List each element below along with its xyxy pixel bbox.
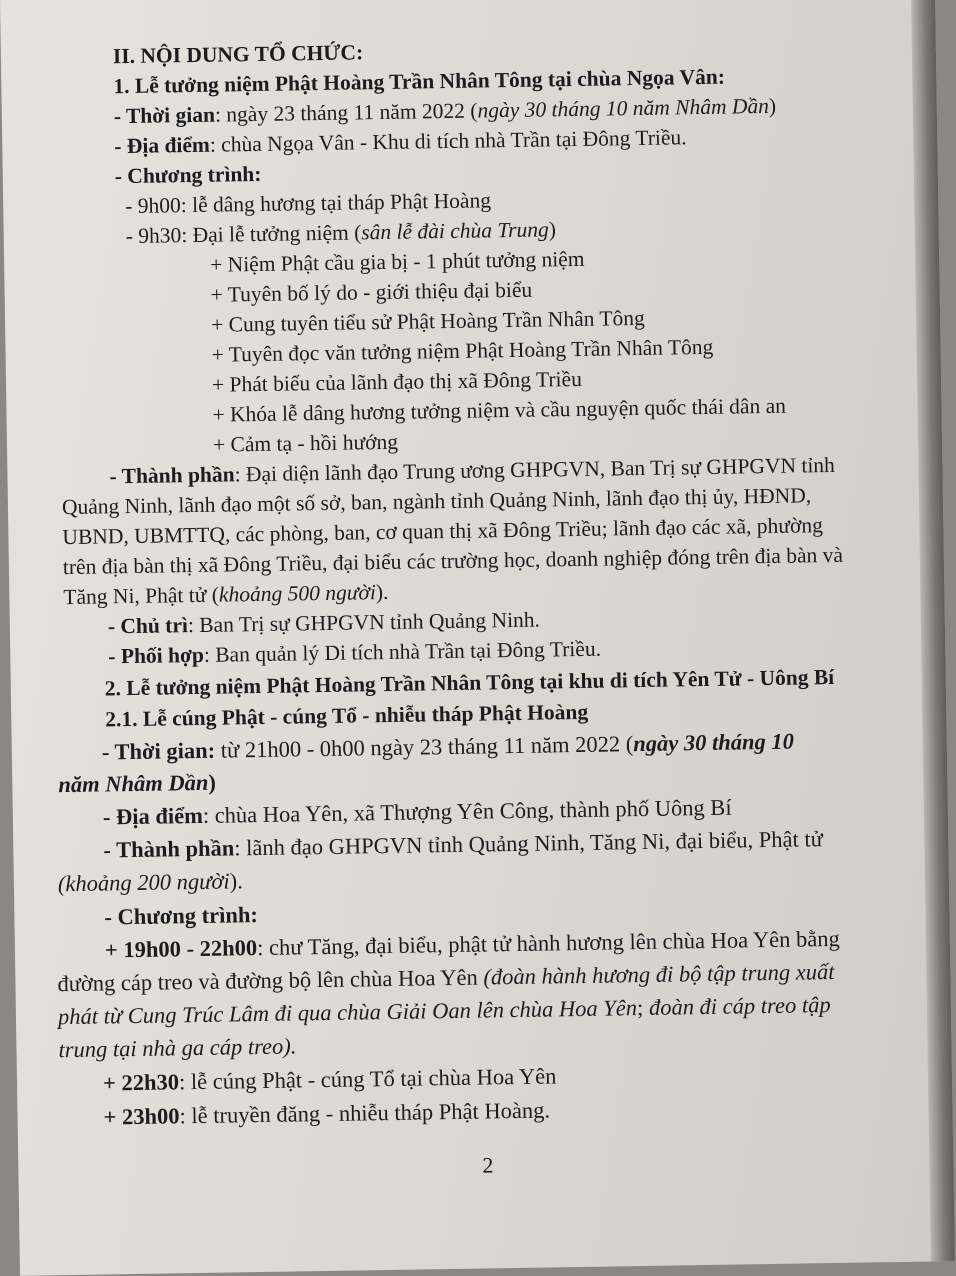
s1-time-lunar: ngày 30 tháng 10 năm Nhâm Dần <box>477 93 770 123</box>
s2-comp-l2-close: ). <box>229 868 243 894</box>
s1-sub-item: + Tuyên đọc văn tưởng niệm Phật Hoàng Trần Nhân Tông <box>211 334 714 367</box>
s1-p2-venue: sân lễ đài chùa Trung <box>361 217 550 245</box>
page-number: 2 <box>482 1152 494 1178</box>
s1-comp-l1: : Đại diện lãnh đạo Trung ương GHPGVN, Ban Trị sự GHPGVN tỉnh <box>234 452 836 487</box>
s2-item-3 <box>103 1099 550 1129</box>
s2-title: 2. Lễ tưởng niệm Phật Hoàng Trần Nhân Tông tại khu di tích Yên Tử - Uông Bí <box>104 664 835 701</box>
s2-time-label: - Thời gian: <box>101 737 216 765</box>
s2-place-text: : chùa Hoa Yên, xã Thượng Yên Công, thành phố Uông Bí <box>202 794 732 828</box>
s2-item-1-line-4: trung tại nhà ga cáp treo). <box>58 1033 297 1063</box>
s2-time-close: ) <box>208 769 217 795</box>
s1-host <box>107 607 541 639</box>
s1-time <box>113 93 777 129</box>
s1-time-label: - Thời gian <box>113 102 216 129</box>
s2-i1-label: + 19h00 - 22h00 <box>104 935 258 963</box>
s2-i1-l2-text: đường cáp treo và đường bộ lên chùa Hoa Yên <box>57 964 484 997</box>
s2-place <box>102 794 732 830</box>
s2-item-1-line-2 <box>57 961 834 996</box>
s2-comp-count: khoảng 200 người <box>65 868 230 897</box>
s1-title: 1. Lễ tưởng niệm Phật Hoàng Trần Nhân Tông tại chùa Ngọa Vân: <box>113 64 726 99</box>
s1-coop-text: : Ban quản lý Di tích nhà Trần tại Đông Triều. <box>203 636 602 667</box>
s2-time-line-2 <box>58 769 217 798</box>
s1-sub-item: + Khóa lễ dâng hương tưởng niệm và cầu nguyện quốc thái dân an <box>212 393 787 427</box>
s2-i1-l3-italic: phát từ Cung Trúc Lâm đi qua chùa Giải Oan lên chùa Hoa Yên <box>57 995 638 1030</box>
s2-i2-text: : lễ cúng Phật - cúng Tổ tại chùa Hoa Yên <box>178 1063 557 1095</box>
s1-place-label: - Địa điểm <box>114 132 211 159</box>
s1-program-item-1: - 9h00: lễ dâng hương tại tháp Phật Hoàng <box>125 188 492 219</box>
s2-time-line-1 <box>101 728 795 765</box>
s2-i1-l3-text: ; <box>636 994 650 1021</box>
s1-p2-text: - 9h30: Đại lễ tưởng niệm ( <box>125 220 362 249</box>
s2-subtitle: 2.1. Lễ cúng Phật - cúng Tổ - nhiễu tháp Phật Hoàng <box>105 699 589 732</box>
s2-i1-text: : chư Tăng, đại biểu, phật tử hành hương lên chùa Hoa Yên bằng <box>256 925 840 961</box>
s1-sub-item: + Cảm tạ - hồi hướng <box>212 429 399 457</box>
s1-program-item-2 <box>126 219 557 247</box>
s1-sub-item: + Cung tuyên tiểu sử Phật Hoàng Trần Nhân Tông <box>210 305 645 337</box>
s2-i1-l2-italic: (đoàn hành hương đi bộ tập trung xuất <box>483 959 835 990</box>
page-edge-shadow <box>911 0 955 1262</box>
s1-composition-line-4: trên địa bàn thị xã Đông Triều, đại biểu các trường học, doanh nghiệp đóng trên địa bàn và <box>62 542 844 580</box>
s2-i3-text: : lễ truyền đăng - nhiễu tháp Phật Hoàng. <box>179 1097 551 1129</box>
s2-item-1-line-3 <box>58 994 831 1029</box>
s2-item-1-line-1 <box>104 925 840 963</box>
s2-composition-line-2 <box>58 870 243 895</box>
section-heading: II. NỘI DUNG TỔ CHỨC: <box>112 40 364 69</box>
s1-composition-line-3: UBND, UBMTTQ, các phòng, ban, cơ quan thị xã Đông Triều; lãnh đạo các xã, phường <box>62 513 824 550</box>
s1-host-text: : Ban Trị sự GHPGVN tỉnh Quảng Ninh. <box>187 607 541 638</box>
s1-coop <box>108 636 602 669</box>
s1-sub-item: + Niệm Phật cầu gia bị - 1 phút tưởng niệm <box>209 246 585 277</box>
s2-comp-label: - Thành phần <box>103 835 235 863</box>
s2-comp-l2-open: ( <box>57 871 66 897</box>
s1-host-label: - Chủ trì <box>107 613 189 639</box>
s1-place-text: : chùa Ngọa Vân - Khu di tích nhà Trần tại Đông Triều. <box>209 125 687 157</box>
s1-composition-line-1 <box>109 452 836 489</box>
s1-composition-line-2: Quảng Ninh, lãnh đạo một số sở, ban, ngành tỉnh Quảng Ninh, lãnh đạo thị ủy, HĐND, <box>61 483 812 520</box>
s2-comp-text: : lãnh đạo GHPGVN tỉnh Quảng Ninh, Tăng Ni, đại biểu, Phật tử <box>234 826 824 861</box>
s1-comp-count: khoảng 500 người <box>218 580 377 607</box>
s2-i2-label: + 22h30 <box>102 1069 180 1096</box>
s1-coop-label: - Phối hợp <box>108 642 205 669</box>
s1-comp-l5-close: ). <box>375 579 389 605</box>
s2-time-text: từ 21h00 - 0h00 ngày 23 tháng 11 năm 2022 ( <box>214 731 634 763</box>
s1-time-close: ) <box>768 93 777 118</box>
s1-comp-l5-text: Tăng Ni, Phật tử ( <box>63 582 220 610</box>
s1-composition-line-5 <box>63 579 389 610</box>
s2-program-label: - Chương trình: <box>104 902 259 930</box>
s2-item-2 <box>103 1065 557 1095</box>
s2-i1-l3-italic2: đoàn đi cáp treo tập <box>648 992 831 1020</box>
s1-p2-close: ) <box>548 217 557 242</box>
s2-time-lunar: ngày 30 tháng 10 <box>633 728 795 757</box>
s1-time-text: : ngày 23 tháng 11 năm 2022 ( <box>214 98 478 127</box>
s2-composition-line-1 <box>103 828 823 862</box>
s2-time-lunar-year: năm Nhâm Dần <box>58 769 209 798</box>
s2-place-label: - Địa điểm <box>102 802 204 830</box>
s1-comp-label: - Thành phần <box>109 462 235 489</box>
s2-i3-label: + 23h00 <box>103 1103 180 1130</box>
s1-place <box>114 127 687 157</box>
s1-program-label: - Chương trình: <box>114 161 262 189</box>
s1-sub-item: + Phát biểu của lãnh đạo thị xã Đông Triều <box>211 366 583 397</box>
s1-sub-item: + Tuyên bố lý do - giới thiệu đại biểu <box>210 277 533 307</box>
